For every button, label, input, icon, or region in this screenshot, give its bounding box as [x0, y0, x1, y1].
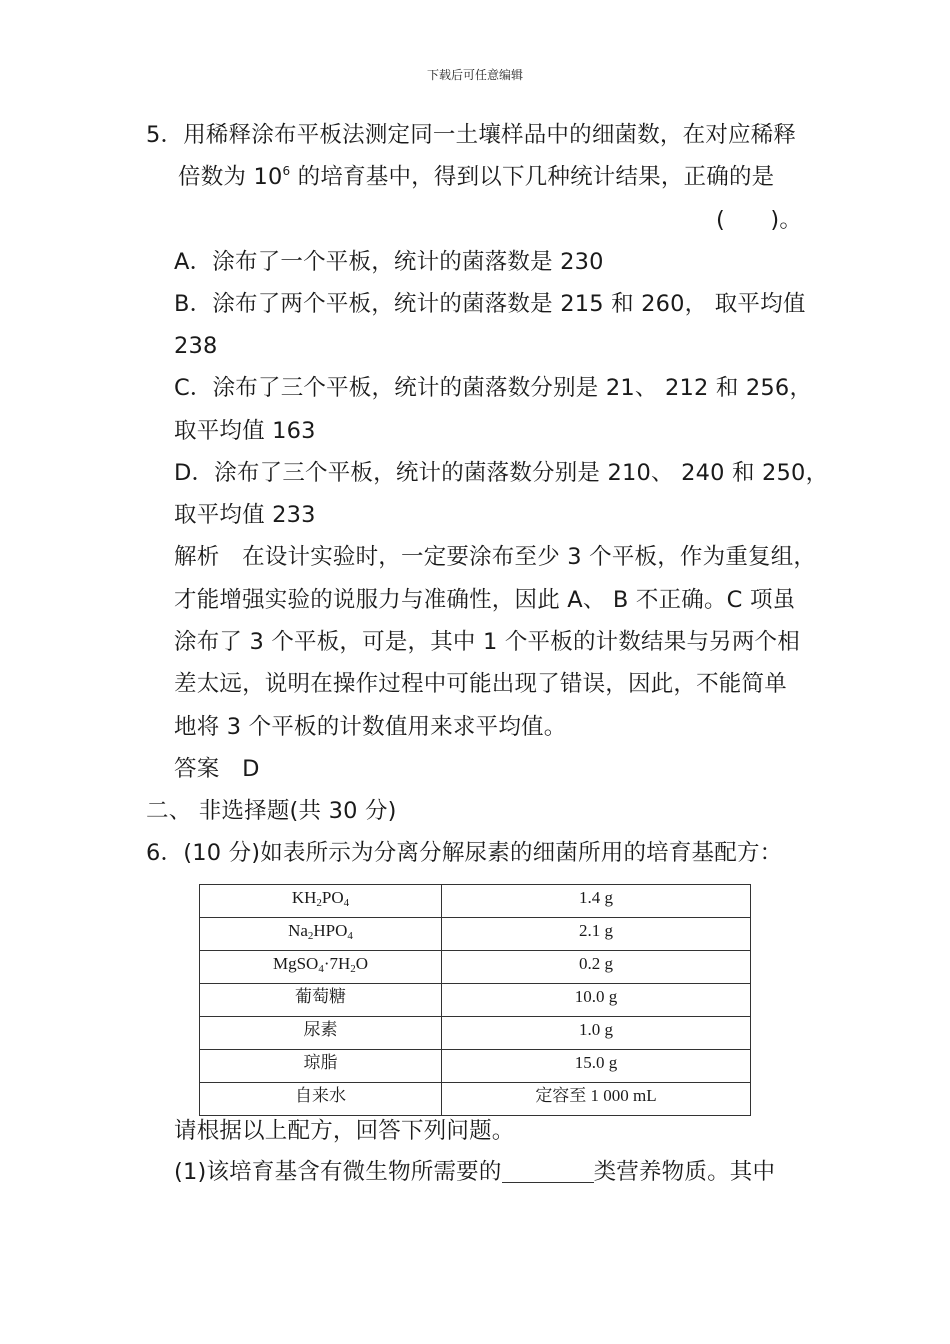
ingredient-cell — [200, 885, 442, 918]
ingredient-text: 尿素 — [303, 1020, 338, 1039]
table-row — [200, 1083, 751, 1116]
q6-sub1-text-b: 类营养物质。其中 — [593, 1159, 776, 1185]
amount-cell: 10.0 g — [442, 984, 751, 1017]
table-row — [200, 1017, 751, 1050]
table-row — [200, 984, 751, 1017]
q5-stem-text-2b: 的培育基中，得到以下几种统计结果，正确的是 — [290, 164, 775, 190]
amount-cell: 2.1 g — [442, 918, 751, 951]
q5-answer-bracket: ( )。 — [716, 207, 803, 233]
q5-option-b-line1: B．涂布了两个平板，统计的菌落数是 215 和 260， 取平均值 — [174, 291, 806, 317]
q5-number: 5． — [146, 122, 184, 148]
ingredient-subscript: 4 — [343, 897, 350, 909]
q5-answer: 答案 D — [174, 756, 260, 782]
q5-analysis-line1: 解析 在设计实验时，一定要涂布至少 3 个平板，作为重复组， — [174, 544, 817, 570]
ingredient-text: PO — [321, 888, 344, 907]
ingredient-text: 自来水 — [295, 1086, 346, 1105]
ingredient-text: KH — [291, 888, 317, 907]
amount-cell: 1.0 g — [442, 1017, 751, 1050]
q6-sub1-text-a: (1)该培育基含有微生物所需要的 — [174, 1159, 502, 1185]
q5-analysis-line2: 才能增强实验的说服力与准确性，因此 A、 B 不正确。C 项虽 — [174, 587, 796, 613]
amount-cell: 1.4 g — [442, 885, 751, 918]
q5-stem-text-2a: 倍数为 10 — [178, 164, 283, 190]
q6-stem: 6．(10 分)如表所示为分离分解尿素的细菌所用的培育基配方： — [146, 840, 783, 866]
amount-cell: 定容至 1 000 mL — [442, 1083, 751, 1116]
q5-stem-line1 — [146, 120, 796, 150]
q5-option-c-line1: C．涂布了三个平板，统计的菌落数分别是 21、 212 和 256， — [174, 375, 813, 401]
table-row — [200, 918, 751, 951]
q5-option-d-line1: D．涂布了三个平板，统计的菌落数分别是 210、 240 和 250， — [174, 460, 829, 486]
ingredient-subscript: 2 — [316, 897, 322, 909]
table-row — [200, 951, 751, 984]
ingredient-text: HPO — [313, 921, 348, 940]
table-row — [200, 1050, 751, 1083]
q5-analysis-line5: 地将 3 个平板的计数值用来求平均值。 — [174, 714, 567, 740]
ingredient-text: 葡萄糖 — [295, 987, 346, 1006]
ingredient-subscript: 2 — [350, 963, 356, 975]
ingredient-subscript: 4 — [347, 930, 353, 942]
ingredient-cell — [200, 1083, 442, 1116]
section-heading: 二、 非选择题(共 30 分) — [146, 798, 397, 824]
ingredient-subscript: 4 — [318, 963, 324, 975]
ingredient-cell — [200, 1017, 442, 1050]
table-row — [200, 885, 751, 918]
ingredient-text: 琼脂 — [303, 1053, 338, 1072]
amount-cell: 15.0 g — [442, 1050, 751, 1083]
ingredient-text: O — [355, 954, 369, 973]
q6-subquestion-1 — [174, 1157, 775, 1187]
ingredient-cell — [200, 951, 442, 984]
q5-option-c-line2: 取平均值 163 — [174, 418, 316, 444]
recipe-table — [199, 884, 751, 1116]
q5-analysis-line4: 差太远，说明在操作过程中可能出现了错误，因此，不能简单 — [174, 671, 787, 697]
ingredient-cell — [200, 1050, 442, 1083]
ingredient-text: MgSO — [272, 954, 319, 973]
q5-exponent: 6 — [282, 164, 291, 178]
page-header: 下载后可任意编辑 — [426, 68, 523, 82]
q5-stem-line2 — [178, 162, 774, 192]
q5-option-d-line2: 取平均值 233 — [174, 502, 316, 528]
q5-option-a: A．涂布了一个平板，统计的菌落数是 230 — [174, 249, 604, 275]
answer-blank[interactable] — [502, 1160, 594, 1183]
amount-cell: 0.2 g — [442, 951, 751, 984]
ingredient-text: Na — [288, 921, 308, 940]
q5-analysis-line3: 涂布了 3 个平板，可是，其中 1 个平板的计数结果与另两个相 — [174, 629, 800, 655]
ingredient-cell — [200, 984, 442, 1017]
q5-option-b-line2: 238 — [174, 333, 218, 359]
ingredient-cell — [200, 918, 442, 951]
q5-stem-text-1: 用稀释涂布平板法测定同一土壤样品中的细菌数，在对应稀释 — [183, 122, 797, 148]
ingredient-subscript: 2 — [307, 930, 314, 942]
ingredient-text: ·7H — [323, 954, 351, 973]
q6-instruction: 请根据以上配方，回答下列问题。 — [174, 1118, 515, 1144]
